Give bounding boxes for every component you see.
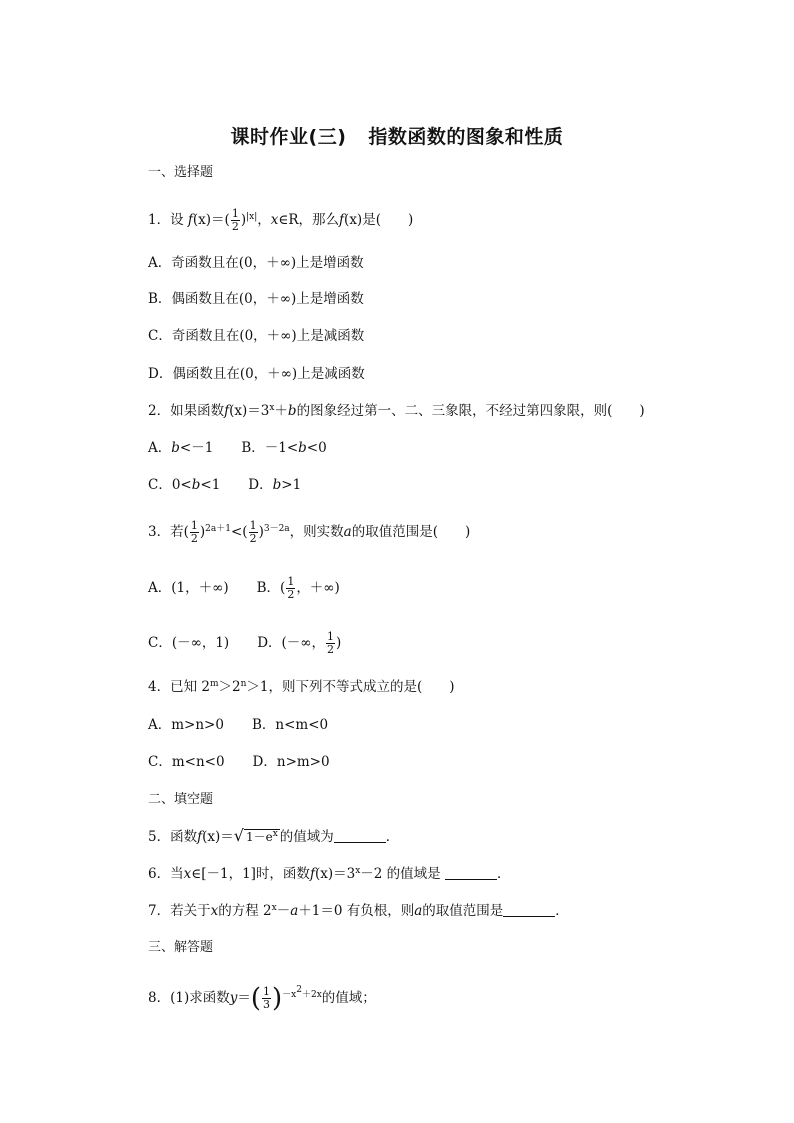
- question-1: 1．设 f(x)＝( $\frac{1}{2}$ )$^{|x|}$，x∈R，那么f(x)是( ): [148, 207, 414, 233]
- question-7: 7．若关于x的方程 $2^x-a+1=0$ 有负根，则a的取值范围是 ．: [148, 903, 569, 919]
- section-choice: 一、选择题: [148, 165, 214, 180]
- fraction: $\frac{1}{2}$: [327, 630, 335, 656]
- question-6: 6．当x∈[－1，1]时，函数$f(x)=3^x-2$ 的值域是 ．: [148, 866, 511, 882]
- q4-options-cd: C．m<n<0 D．n>m>0: [148, 754, 330, 770]
- answer-blank: [334, 828, 386, 843]
- title-right: 指数函数的图象和性质: [368, 126, 564, 148]
- q4-options-ab: A．m>n>0 B．n<m<0: [148, 717, 329, 733]
- page-title: [0, 122, 794, 149]
- fraction: $\frac{1}{2}$: [231, 207, 239, 233]
- answer-blank: [445, 865, 497, 880]
- q1-option-b: B．偶函数且在(0，＋∞)上是增函数: [148, 291, 364, 307]
- section-answer: 三、解答题: [148, 940, 214, 955]
- sqrt: √ $1-e^x$: [233, 826, 278, 845]
- answer-blank: [503, 902, 555, 917]
- question-5: 5．函数f(x)＝ √ $1-e^x$ 的值域为 ．: [148, 826, 400, 845]
- q1-option-a: A．奇函数且在(0，＋∞)上是增函数: [148, 255, 364, 271]
- title-left: 课时作业(三): [230, 126, 347, 148]
- q1-option-c: C．奇函数且在(0，＋∞)上是减函数: [148, 328, 365, 344]
- question-2: 2．如果函数$f(x)=3^x+b$的图象经过第一、二、三象限，不经过第四象限，则( ): [148, 403, 645, 419]
- fraction: $\frac{1}{2}$: [249, 519, 257, 545]
- question-4: 4．已知 $2^m>2^n>1$，则下列不等式成立的是( ): [148, 679, 455, 695]
- fraction: $\frac{1}{2}$: [287, 575, 295, 601]
- question-3: 3．若( $\frac{1}{2}$ )$^{2a+1}$<( $\frac{1}{2}$ )$^{3-2a}$，则实数a的取值范围是( ): [148, 519, 471, 545]
- q2-options-ab: A．b<－1 B．－1<b<0: [148, 440, 327, 456]
- fraction: $\frac{1}{2}$: [190, 519, 198, 545]
- q1-option-d: D．偶函数且在(0，＋∞)上是减函数: [148, 366, 365, 382]
- section-fill: 二、填空题: [148, 792, 214, 807]
- question-8: 8．(1)求函数y＝( $\frac{1}{3}$ )$^{-x^2+2x}$的值域；: [148, 983, 376, 1014]
- q2-options-cd: C．0<b<1 D．b>1: [148, 477, 302, 493]
- fraction: $\frac{1}{3}$: [263, 985, 271, 1011]
- q3-options-ab: A．(1，＋∞) B．( $\frac{1}{2}$ ，＋∞): [148, 575, 340, 601]
- q3-options-cd: C．(－∞，1) D．(－∞， $\frac{1}{2}$ ): [148, 630, 342, 656]
